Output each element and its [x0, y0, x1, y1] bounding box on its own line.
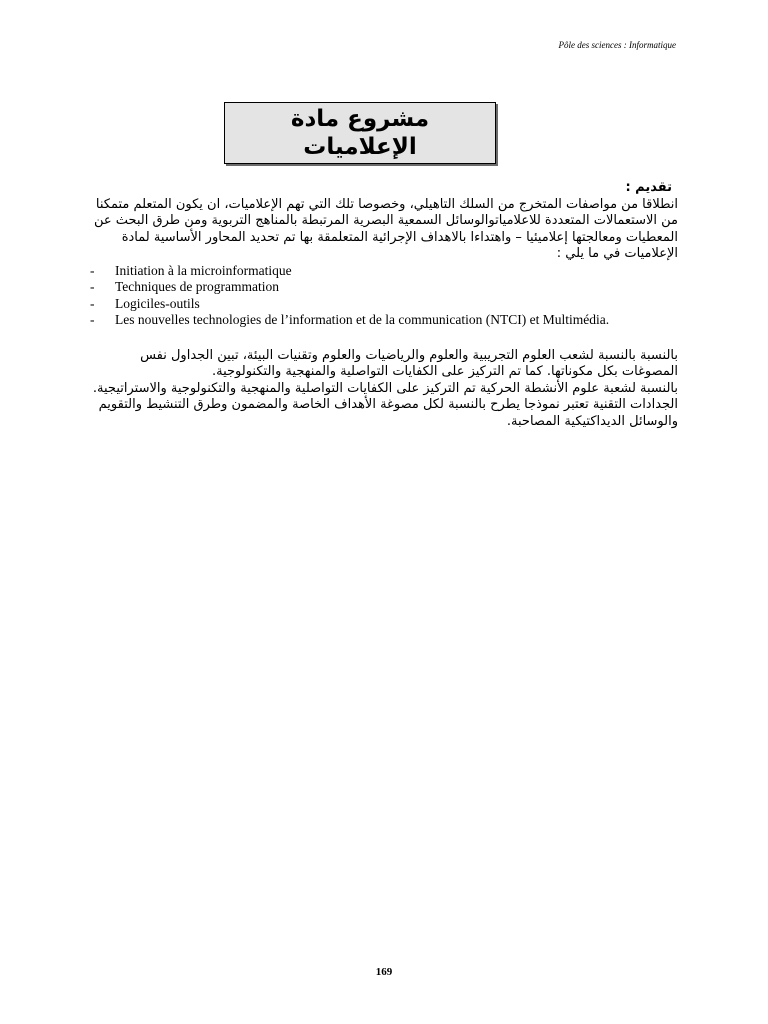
list-dash: -	[90, 295, 95, 311]
list-dash: -	[90, 262, 95, 278]
list-item	[90, 296, 678, 313]
page-number: 169	[375, 966, 393, 978]
paragraph-sport: بالنسبة لشعبة علوم الأنشطة الحركية تم التركيز على الكفايات التواصلية والمنهجية والتكنولوجية والاستراتيجية.	[92, 380, 678, 396]
page-header: Pôle des sciences : Informatique	[558, 40, 676, 50]
list-item	[90, 312, 678, 329]
list-item-text: Les nouvelles technologies de l’information et de la communication (NTCI) et Multimédia.	[115, 312, 610, 327]
title-box	[224, 102, 496, 164]
axes-list	[90, 263, 678, 329]
document-body	[90, 180, 678, 430]
list-item-text: Logiciles-outils	[115, 295, 200, 311]
paragraph-technical-sheets: الجدادات التقنية تعتبر نموذجا يطرح بالنسبة لكل مصوغة الأهداف الخاصة والمضمون وطرق التنشيط والتقويم والوسائل الديداكتيكية المصاحبة.	[98, 397, 678, 429]
list-item	[90, 263, 678, 280]
list-item	[90, 279, 678, 296]
section-spacer	[90, 329, 678, 348]
list-dash: -	[90, 312, 95, 327]
page-title: مشروع مادة الإعلاميات	[290, 106, 430, 160]
list-dash: -	[90, 279, 95, 294]
list-item-text: Techniques de programmation	[115, 279, 280, 294]
intro-heading-text: تقديم :	[625, 180, 672, 195]
list-item-text: Initiation à la microinformatique	[115, 262, 292, 278]
intro-heading	[90, 180, 678, 197]
paragraph-sciences: بالنسبة بالنسبة لشعب العلوم التجريبية والعلوم والرياضيات والعلوم وتقنيات البيئة، تبين الجداول نفس المصوغات بكل مكوناتها. كما تم التركيز على الكفايات التواصلية والمنهجية والتكنولوجية.	[140, 347, 678, 379]
intro-paragraph: انطلاقا من مواصفات المتخرج من السلك التاهيلي، وخصوصا تلك التي تهم الإعلاميات، ان يكون المتعلم متمكنا من الاستعمالات المتعددة للاعلامياتوالوسائل السمعية البصرية المرتبطة بالمناهج التربوية ومن طرق البحث عن المعطيات ومعالجتها إعلاميئيا – واهتداءا بالاهداف الإجرائية المتعلمقة بها تم تحديد المحاور الأساسية لمادة الإعلاميات في ما يلي :	[93, 196, 678, 261]
